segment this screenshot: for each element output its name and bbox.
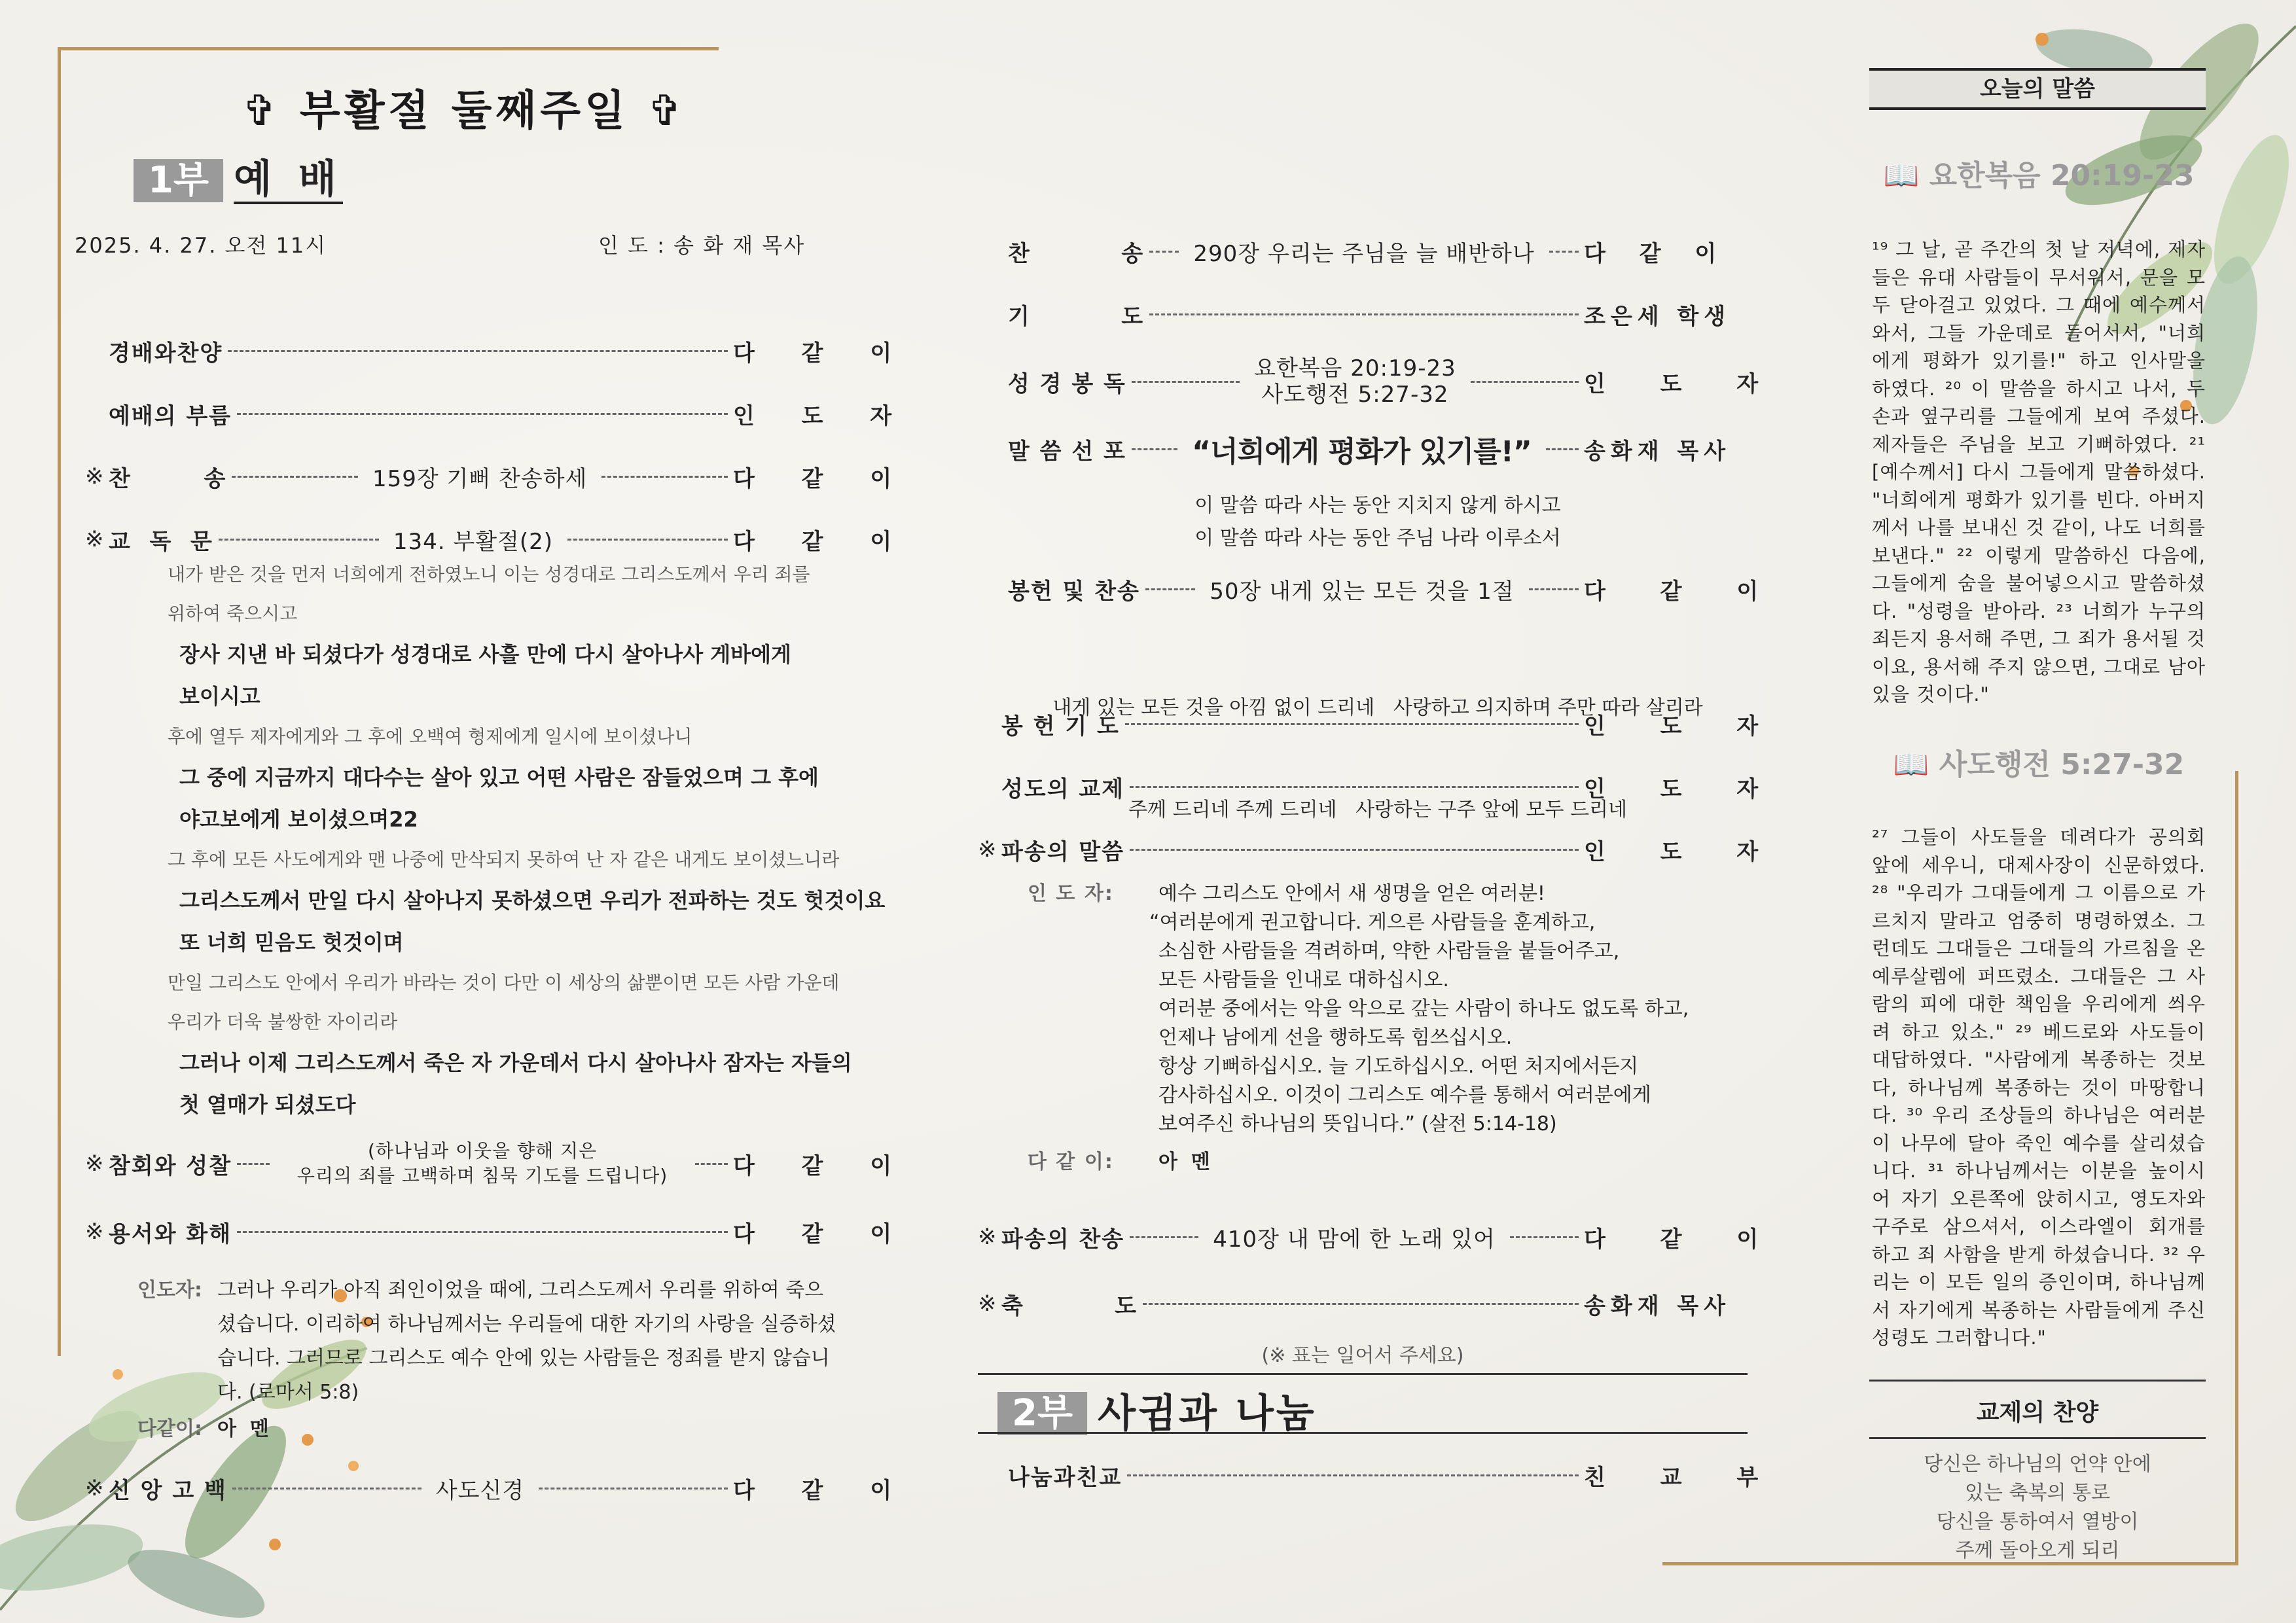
section-divider <box>978 1432 1748 1434</box>
order-detail: 159장 기뻐 찬송하세 <box>372 465 588 492</box>
order-label: 신 앙 고 백 <box>109 1477 227 1504</box>
reading-line: 또 너희 믿음도 헛것이며 <box>179 930 404 955</box>
part1-heading <box>134 157 343 204</box>
order-person: 송화재 목사 <box>1584 1293 1731 1319</box>
order-detail: 290장 우리는 주님을 늘 배반하나 <box>1193 240 1535 267</box>
order-label: 기 도 <box>1008 303 1145 330</box>
order-label: 참회와 성찰 <box>109 1152 232 1179</box>
speaker-label: 인 도 자: <box>1028 882 1114 905</box>
order-item-hymn: ※ 찬 송 159장 기뻐 찬송하세 다 같 이 <box>85 445 857 508</box>
order-person: 인 도 자 <box>1584 713 1782 740</box>
scripture-text-john: ¹⁹ 그 날, 곧 주간의 첫 날 저녁에, 제자들은 유대 사람들이 무서워서, 문을 모두 닫아걸고 있었다. 그 때에 예수께서 와서, 그들 가운데로 들어서서, "너희에게 평화가 있기를!" 하고 인사말을 하였다. ²⁰ 이 말씀을 하시고 나서, 두 손과 옆구리를 그들에게 보여 주셨다. 제자들은 주님을 보고 기뻐하였다. ²¹ [예수께서] 다시 그들에게 말씀하셨다. "너희에게 평화가 있기를 빈다. 아버지께서 나를 보내신 것 같이, 나도 너희를 보낸다." ²² 이렇게 말씀하신 다음에, 그들에게 숨을 불어넣으시고 말씀하셨다. "성령을 받아라. ²³ 너희가 누구의 죄든지 용서해 주면, 그 죄가 용서될 것이요, 용서해 주지 않으면, 그대로 남아 있을 것이다." <box>1872 238 2206 705</box>
order-item-call-to-worship <box>85 382 912 445</box>
order-person: 인 도 자 <box>733 402 912 429</box>
dotted-leader <box>237 413 728 415</box>
dotted-leader <box>1149 251 1179 253</box>
dotted-leader <box>1125 723 1579 725</box>
order-person: 인 도 자 <box>1584 370 1782 397</box>
book-icon: 📖 <box>1893 748 1929 781</box>
order-person: 친 교 부 <box>1584 1464 1782 1491</box>
order-person: 다 같 이 <box>1584 1226 1782 1253</box>
scripture-ref-john: 📖 요한복음 20:19-23 <box>1883 159 2195 192</box>
order-item-creed: ※ 신 앙 고 백 사도신경 다 같 이 <box>85 1457 857 1520</box>
speaker-label: 다같이: <box>137 1418 202 1440</box>
dotted-leader <box>1130 849 1579 851</box>
dotted-leader <box>567 539 728 541</box>
dotted-leader <box>539 1488 728 1489</box>
scripture-ref-acts: 📖 사도행전 5:27-32 <box>1893 748 2185 781</box>
page-title: ✞ 부활절 둘째주일 ✞ <box>242 87 687 135</box>
book-icon: 📖 <box>1883 159 1920 192</box>
dotted-leader <box>601 476 728 478</box>
part2-number: 2부 <box>997 1392 1087 1435</box>
dotted-leader <box>1143 1303 1579 1305</box>
scripture-refs: 요한복음 20:19-23 사도행전 5:27-32 <box>1254 355 1456 408</box>
reading-line: 그 중에 지금까지 대다수는 살아 있고 어떤 사람은 잠들었으며 그 후에 <box>179 765 819 790</box>
dotted-leader <box>1127 1474 1579 1476</box>
dotted-leader <box>695 1163 728 1165</box>
order-list-left <box>85 319 912 571</box>
order-person: 다 같 이 <box>733 528 912 555</box>
dotted-leader <box>1132 381 1240 383</box>
response-text: 아 멘 <box>217 1418 269 1440</box>
dotted-leader <box>1510 1236 1579 1238</box>
order-label: 찬 송 <box>109 465 227 492</box>
order-list-middle <box>1008 220 1782 480</box>
order-item-hymn-2 <box>1008 220 1748 283</box>
order-detail: 410장 내 맘에 한 노래 있어 <box>1213 1226 1496 1253</box>
reading-line: 내가 받은 것을 먼저 너희에게 전하였노니 이는 성경대로 그리스도께서 우리 죄를 <box>168 563 810 585</box>
order-label: 말 씀 선 포 <box>1008 438 1126 465</box>
dotted-leader <box>1549 251 1579 253</box>
order-item-sending-word: ※ 파송의 말씀 인 도 자 <box>978 818 1748 881</box>
order-person: 인 도 자 <box>1584 838 1782 865</box>
order-label: 나눔과친교 <box>1008 1464 1122 1491</box>
dotted-leader <box>1529 588 1579 590</box>
order-item-fellowship <box>978 755 1782 818</box>
service-date: 2025. 4. 27. 오전 11시 <box>75 233 327 258</box>
order-person: 다 같 이 <box>733 465 912 492</box>
order-person: 다 같 이 <box>733 1152 912 1179</box>
dotted-leader <box>1130 1236 1198 1238</box>
stand-note: (※ 표는 일어서 주세요) <box>1261 1344 1464 1367</box>
reading-line: 위하여 죽으시고 <box>168 603 298 624</box>
fellowship-hymn-heading: 교제의 찬양 <box>1976 1399 2099 1426</box>
order-label: 파송의 말씀 <box>1001 838 1125 865</box>
order-item-offering <box>1008 558 1782 620</box>
reading-line: 그러나 이제 그리스도께서 죽은 자 가운데서 다시 살아나사 잠자는 자들의 <box>179 1050 852 1075</box>
sermon-prayer: 이 말씀 따라 사는 동안 지치지 않게 하시고 이 말씀 따라 사는 동안 주님 나라 이루소서 <box>1194 494 1561 550</box>
reading-line: 보이시고 <box>179 684 260 709</box>
order-item-forgiveness: ※ 용서와 화해 다 같 이 <box>85 1200 857 1263</box>
part1-number: 1부 <box>134 159 223 202</box>
sermon-title: “너희에게 평화가 있기를!” <box>1192 435 1532 469</box>
order-person: 다 같 이 <box>1584 240 1730 267</box>
dotted-leader <box>1145 588 1195 590</box>
order-person: 조은세 학생 <box>1584 303 1731 330</box>
dotted-leader <box>1546 448 1579 450</box>
sidebar-heading: 오늘의 말씀 <box>1869 68 2206 110</box>
dotted-leader <box>1471 381 1579 383</box>
order-list-middle-2 <box>978 692 1782 881</box>
dotted-leader <box>1130 786 1579 788</box>
dotted-leader <box>1149 313 1579 315</box>
order-detail: 134. 부활절(2) <box>393 528 554 555</box>
response-text: 아 멘 <box>1158 1150 1210 1173</box>
part1-name: 예 배 <box>234 157 343 204</box>
order-label: 파송의 찬송 <box>1001 1226 1125 1253</box>
order-label: 성도의 교제 <box>1001 776 1125 802</box>
reading-line: 후에 열두 제자에게와 그 후에 오백여 형제에게 일시에 보이셨나니 <box>168 726 692 747</box>
reading-line: 그 후에 모든 사도에게와 맨 나중에 만삭되지 못하여 난 자 같은 내게도 보이셨느니라 <box>168 849 840 870</box>
dotted-leader <box>237 1231 728 1233</box>
order-person: 다 같 이 <box>733 1221 912 1247</box>
order-label: 경배와찬양 <box>109 340 223 366</box>
reading-line: 만일 그리스도 안에서 우리가 바라는 것이 다만 이 세상의 삶뿐이면 모든 사람 가운데 <box>168 972 840 993</box>
order-person: 다 같 이 <box>1584 578 1782 605</box>
reading-line: 그리스도께서 만일 다시 살아나지 못하셨으면 우리가 전파하는 것도 헛것이요 <box>179 888 886 913</box>
order-detail: (하나님과 이웃을 향해 지은 우리의 죄를 고백하며 침묵 기도를 드립니다) <box>296 1140 668 1186</box>
speaker-label: 다 같 이: <box>1028 1150 1114 1173</box>
section-divider <box>978 1373 1748 1375</box>
dotted-leader <box>219 539 379 541</box>
order-item-confession: ※ 참회와 성찰 (하나님과 이웃을 향해 지은 우리의 죄를 고백하며 침묵 기도를 드립니다) 다 같 이 <box>85 1132 857 1195</box>
order-item-sermon <box>1008 418 1748 480</box>
part2-name: 사귐과 나눔 <box>1098 1391 1317 1436</box>
order-label: 봉헌 및 찬송 <box>1008 578 1140 605</box>
dotted-leader <box>237 1163 270 1165</box>
order-person: 다 같 이 <box>733 1477 912 1504</box>
responsive-reading-text <box>168 555 886 1126</box>
order-label: 교 독 문 <box>109 528 213 555</box>
order-person: 인 도 자 <box>1584 776 1782 802</box>
order-label: 축 도 <box>1001 1293 1138 1319</box>
order-label: 용서와 화해 <box>109 1221 232 1247</box>
order-item-responsive-reading: ※ 교 독 문 134. 부활절(2) 다 같 이 <box>85 508 857 571</box>
sending-text <box>1028 880 1761 1177</box>
forgiveness-text <box>137 1274 864 1446</box>
service-leader: 인 도 : 송 화 재 목사 <box>598 233 806 258</box>
reading-line: 장사 지낸 바 되셨다가 성경대로 사흘 만에 다시 살아나사 게바에게 <box>179 642 791 667</box>
dotted-leader <box>232 1488 422 1489</box>
order-detail: 50장 내게 있는 모든 것을 1절 <box>1210 578 1515 605</box>
reading-line: 우리가 더욱 불쌍한 자이리라 <box>168 1011 398 1033</box>
reading-line: 야고보에게 보이셨으며22 <box>179 807 418 832</box>
order-item-sharing <box>1008 1444 1782 1507</box>
order-label: 찬 송 <box>1008 240 1145 267</box>
fellowship-hymn-lyrics: 당신은 하나님의 언약 안에 있는 축복의 통로 당신을 통하여서 열방이 주께 돌아오게 되리 <box>1924 1453 2151 1562</box>
sidebar-divider <box>1869 1437 2206 1439</box>
speaker-label: 인도자: <box>137 1279 202 1302</box>
sidebar-divider <box>1869 1380 2206 1382</box>
dotted-leader <box>1132 448 1177 450</box>
order-item-prayer <box>1008 283 1748 346</box>
order-item-praise <box>85 319 912 382</box>
order-item-sending-hymn: ※ 파송의 찬송 410장 내 맘에 한 노래 있어 다 같 이 <box>978 1205 1748 1268</box>
order-item-offering-prayer <box>978 692 1782 755</box>
dotted-leader <box>228 350 728 352</box>
order-item-benediction: ※ 축 도 송화재 목사 <box>978 1272 1748 1335</box>
scripture-text-acts: ²⁷ 그들이 사도들을 데려다가 공의회 앞에 세우니, 대제사장이 신문하였다. ²⁸ "우리가 그대들에게 그 이름으로 가르치지 말라고 엄중히 명령하였소. 그런데도 그대들은 그대들의 가르침을 온 예루살렘에 퍼뜨렸소. 그대들은 그 사람의 피에 대한 책임을 우리에게 씌우려 하고 있소." ²⁹ 베드로와 사도들이 대답하였다. "사람에게 복종하는 것보다, 하나님께 복종하는 것이 마땅합니다. ³⁰ 우리 조상들의 하나님은 여러분이 나무에 달아 죽인 예수를 살리셨습니다. ³¹ 하나님께서는 이분을 높이시어 자기 오른쪽에 앉히시고, 영도자와 구주로 삼으셔서, 이스라엘이 회개를 하고 죄 사함을 받게 하셨습니다. ³² 우리는 이 모든 일의 증인이며, 하나님께서 자기에게 복종하는 사람들에게 주신 성령도 그러합니다." <box>1872 826 2206 1349</box>
order-person: 송화재 목사 <box>1584 438 1731 465</box>
order-label: 봉 헌 기 도 <box>1001 713 1120 740</box>
order-detail: 사도신경 <box>435 1477 525 1504</box>
reading-line: 첫 열매가 되셨도다 <box>179 1092 356 1117</box>
order-item-scripture <box>1008 346 1782 418</box>
forgiveness-body: 그러나 우리가 아직 죄인이었을 때에, 그리스도께서 우리를 위하여 죽으 셨습니다. 이리하여 하나님께서는 우리들에 대한 자기의 사랑을 실증하셨 습니다. 그러므로 그리스도 예수 안에 있는 사람들은 정죄를 받지 않습니 다. (로마서 5:8) <box>217 1279 836 1404</box>
order-label: 예배의 부름 <box>109 402 232 429</box>
order-person: 다 같 이 <box>733 340 912 366</box>
order-label: 성 경 봉 독 <box>1008 370 1126 397</box>
part2-heading <box>997 1391 1317 1436</box>
sending-body: 예수 그리스도 안에서 새 생명을 얻은 여러분! “여러분에게 권고합니다. 게으른 사람들을 훈계하고, 소심한 사람들을 격려하며, 약한 사람들을 붙들어주고, 모든 사람들을 인내로 대하십시오. 여러분 중에서는 악을 악으로 갚는 사람이 하나도 없도록 하고, 언제나 남에게 선을 행하도록 힘쓰십시오. 항상 기뻐하십시오. 늘 기도하십시오. 어떤 처지에서든지 감사하십시오. 이것이 그리스도 예수를 통해서 여러분에게 보여주신 하나님의 뜻입니다.” (살전 5:14-18) <box>1149 882 1689 1135</box>
offering-lyrics: 내게 있는 모든 것을 아낌 없이 드리네 사랑하고 의지하며 주만 따라 살리라 주께 드리네 주께 드리네 사랑하는 구주 앞에 모두 드리네 <box>1052 696 1703 821</box>
dotted-leader <box>232 476 358 478</box>
